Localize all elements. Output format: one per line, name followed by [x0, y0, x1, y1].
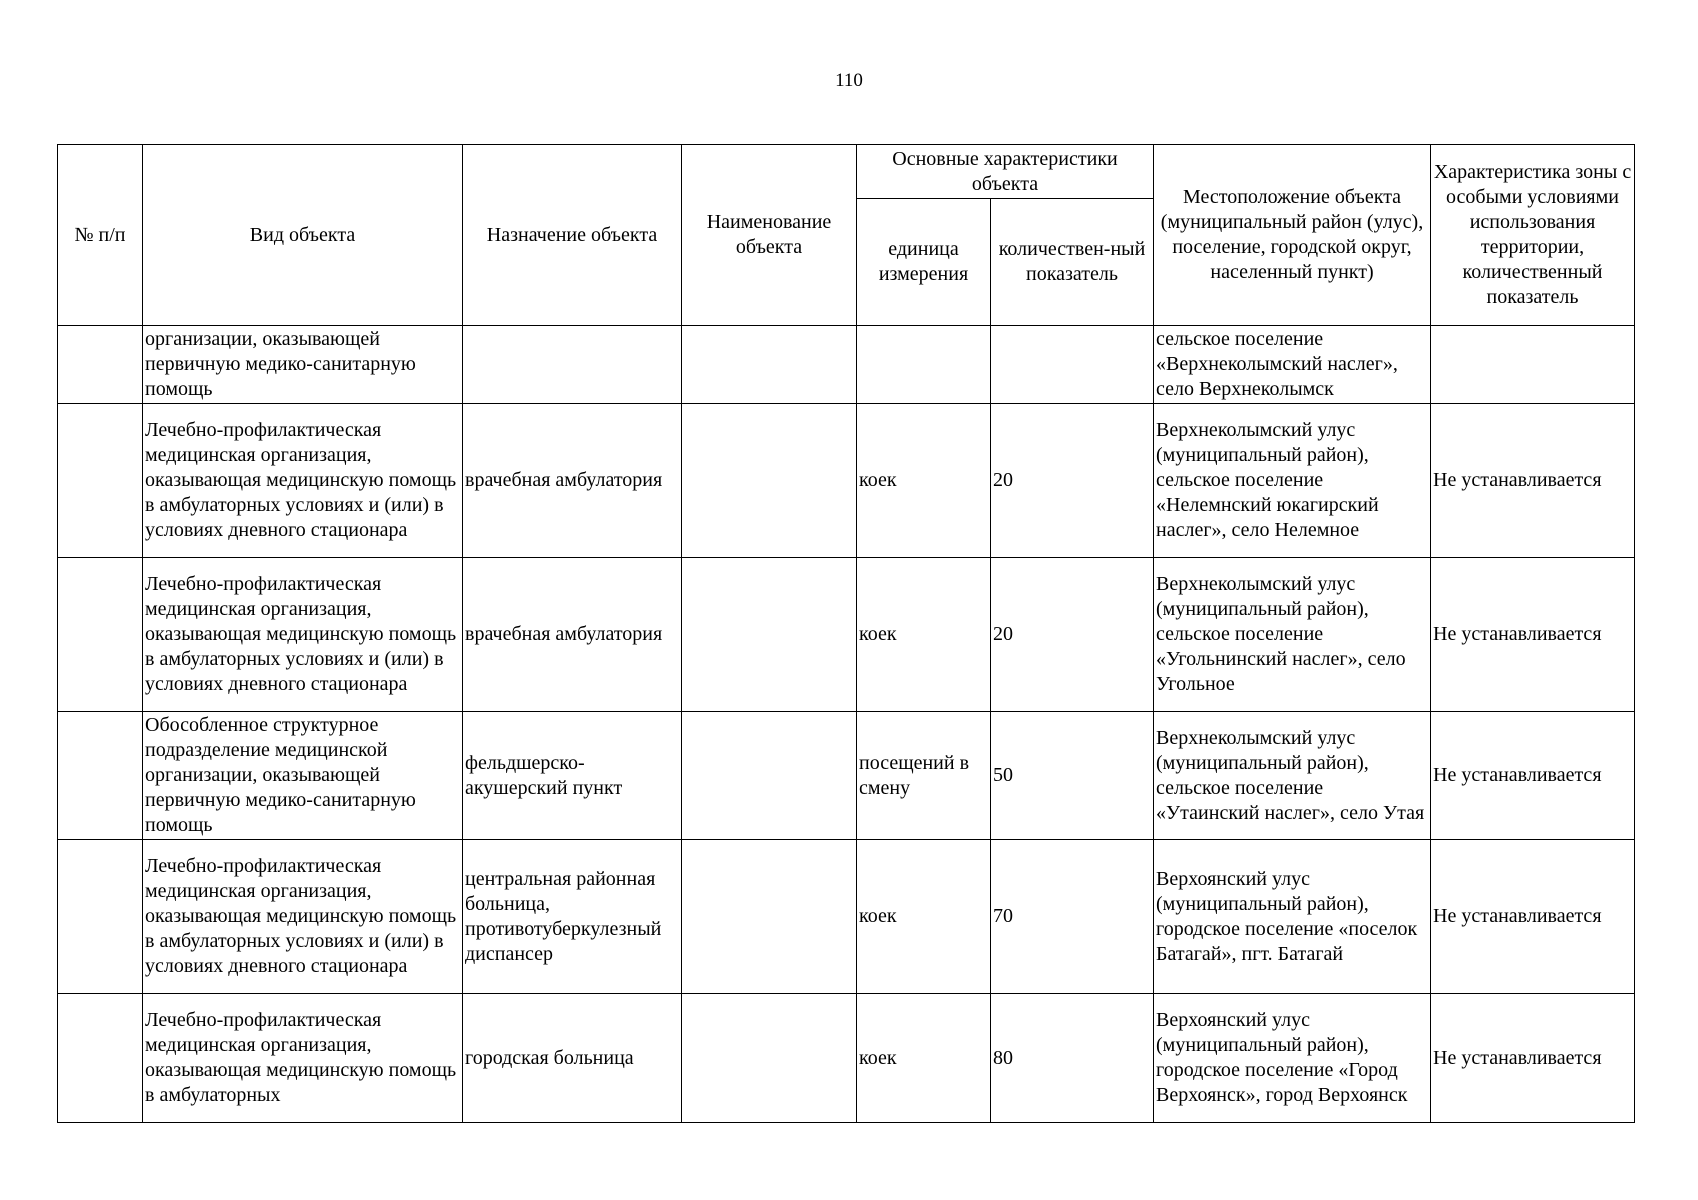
- table-row: [58, 558, 1635, 712]
- cell-quantity: 20: [991, 404, 1154, 558]
- cell-num: [58, 404, 143, 558]
- cell-name: [682, 404, 857, 558]
- cell-unit: посещений в смену: [857, 712, 991, 840]
- cell-location: Верхнеколымский улус (муниципальный район), сельское поселение «Нелемнский юкагирский наслег», село Нелемное: [1154, 404, 1431, 558]
- cell-name: [682, 994, 857, 1123]
- cell-num: [58, 840, 143, 994]
- table-body: [58, 326, 1635, 1123]
- cell-purpose: фельдшерско-акушерский пункт: [463, 712, 682, 840]
- table-row: [58, 994, 1635, 1123]
- table-header: [58, 145, 1635, 326]
- cell-type: Лечебно-профилактическая медицинская организация, оказывающая медицинскую помощь в амбулаторных условиях и (или) в условиях дневного стационара: [143, 840, 463, 994]
- cell-purpose: врачебная амбулатория: [463, 404, 682, 558]
- table-row: [58, 404, 1635, 558]
- cell-unit: коек: [857, 404, 991, 558]
- header-type: Вид объекта: [143, 145, 463, 326]
- cell-unit: [857, 326, 991, 404]
- cell-purpose: [463, 326, 682, 404]
- cell-zone: Не устанавливается: [1431, 840, 1635, 994]
- header-num: № п/п: [58, 145, 143, 326]
- cell-zone: [1431, 326, 1635, 404]
- cell-type: Лечебно-профилактическая медицинская организация, оказывающая медицинскую помощь в амбулаторных условиях и (или) в условиях дневного стационара: [143, 558, 463, 712]
- cell-name: [682, 840, 857, 994]
- header-name: Наименование объекта: [682, 145, 857, 326]
- cell-quantity: 20: [991, 558, 1154, 712]
- cell-quantity: [991, 326, 1154, 404]
- header-location: Местоположение объекта (муниципальный район (улус), поселение, городской округ, населенный пункт): [1154, 145, 1431, 326]
- cell-location: Верхоянский улус (муниципальный район), городское поселение «поселок Батагай», пгт. Батагай: [1154, 840, 1431, 994]
- header-zone: Характеристика зоны с особыми условиями использования территории, количественный показатель: [1431, 145, 1635, 326]
- cell-unit: коек: [857, 994, 991, 1123]
- cell-zone: Не устанавливается: [1431, 404, 1635, 558]
- cell-purpose: центральная районная больница, противотуберкулезный диспансер: [463, 840, 682, 994]
- cell-location: Верхнеколымский улус (муниципальный район), сельское поселение «Утаинский наслег», село Утая: [1154, 712, 1431, 840]
- cell-quantity: 50: [991, 712, 1154, 840]
- table-row: [58, 712, 1635, 840]
- cell-location: Верхоянский улус (муниципальный район), городское поселение «Город Верхоянск», город Верхоянск: [1154, 994, 1431, 1123]
- cell-num: [58, 994, 143, 1123]
- cell-quantity: 70: [991, 840, 1154, 994]
- cell-unit: коек: [857, 840, 991, 994]
- header-main-characteristics: Основные характеристики объекта: [857, 145, 1154, 199]
- header-unit: единица измерения: [857, 199, 991, 326]
- cell-type: Лечебно-профилактическая медицинская организация, оказывающая медицинскую помощь в амбулаторных условиях и (или) в условиях дневного стационара: [143, 404, 463, 558]
- cell-purpose: городская больница: [463, 994, 682, 1123]
- objects-table: [57, 144, 1635, 1123]
- cell-num: [58, 712, 143, 840]
- cell-type: Обособленное структурное подразделение медицинской организации, оказывающей первичную медико-санитарную помощь: [143, 712, 463, 840]
- cell-zone: Не устанавливается: [1431, 712, 1635, 840]
- cell-purpose: врачебная амбулатория: [463, 558, 682, 712]
- header-purpose: Назначение объекта: [463, 145, 682, 326]
- cell-num: [58, 326, 143, 404]
- page-number: 110: [835, 70, 863, 91]
- cell-type: организации, оказывающей первичную медико-санитарную помощь: [143, 326, 463, 404]
- cell-name: [682, 712, 857, 840]
- cell-zone: Не устанавливается: [1431, 994, 1635, 1123]
- cell-location: Верхнеколымский улус (муниципальный район), сельское поселение «Угольнинский наслег», село Угольное: [1154, 558, 1431, 712]
- header-quantity: количествен-ный показатель: [991, 199, 1154, 326]
- cell-num: [58, 558, 143, 712]
- cell-name: [682, 558, 857, 712]
- cell-location: сельское поселение «Верхнеколымский наслег», село Верхнеколымск: [1154, 326, 1431, 404]
- cell-name: [682, 326, 857, 404]
- cell-quantity: 80: [991, 994, 1154, 1123]
- cell-type: Лечебно-профилактическая медицинская организация, оказывающая медицинскую помощь в амбулаторных: [143, 994, 463, 1123]
- cell-zone: Не устанавливается: [1431, 558, 1635, 712]
- cell-unit: коек: [857, 558, 991, 712]
- table-row: [58, 840, 1635, 994]
- table-row: [58, 326, 1635, 404]
